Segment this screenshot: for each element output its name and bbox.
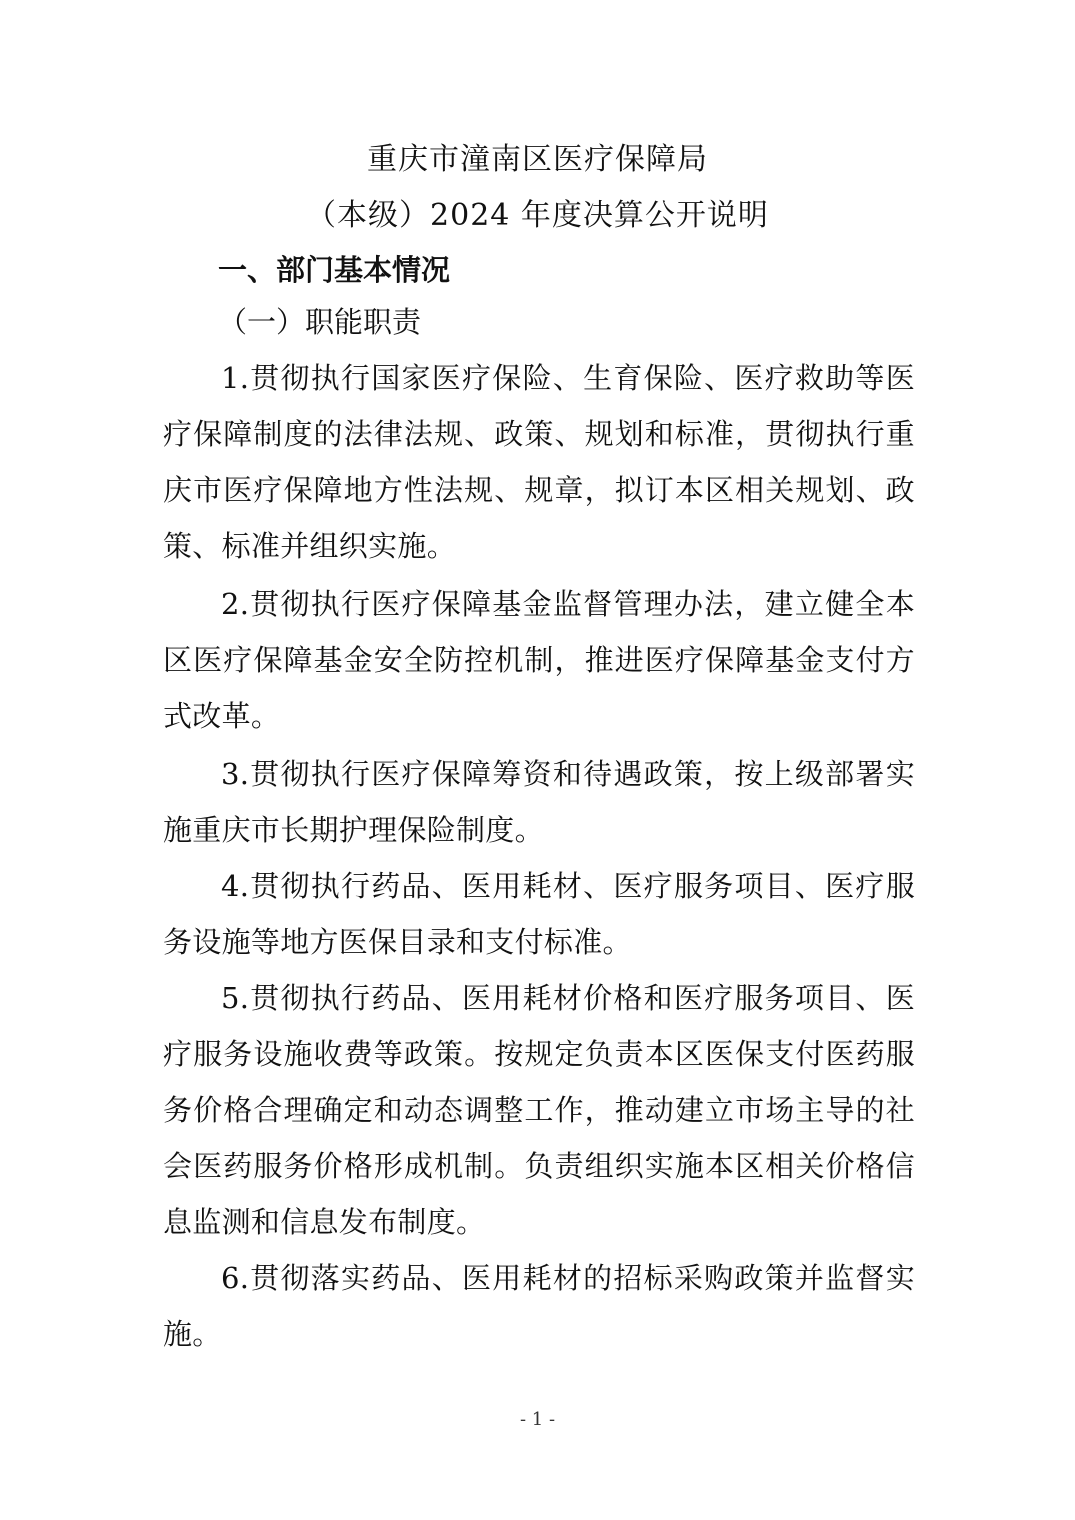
document-title-line-2: （本级）2024 年度决算公开说明 [306, 198, 769, 233]
subsection-heading: （一）职能职责 [218, 305, 422, 339]
paragraph-4: 4.贯彻执行药品、医用耗材、医疗服务项目、医疗服务设施等地方医保目录和支付标准。 [163, 869, 915, 959]
paragraph-3: 3.贯彻执行医疗保障筹资和待遇政策，按上级部署实施重庆市长期护理保险制度。 [163, 757, 915, 847]
document-title-line-1: 重庆市潼南区医疗保障局 [367, 142, 708, 177]
paragraph-2: 2.贯彻执行医疗保障基金监督管理办法，建立健全本区医疗保障基金安全防控机制，推进医疗保障基金支付方式改革。 [163, 587, 915, 733]
paragraph-1: 1.贯彻执行国家医疗保险、生育保险、医疗救助等医疗保障制度的法律法规、政策、规划和标准，贯彻执行重庆市医疗保障地方性法规、规章，拟订本区相关规划、政策、标准并组织实施。 [163, 361, 915, 563]
section-heading: 一、部门基本情况 [218, 253, 451, 287]
page-number: - 1 - [519, 1409, 556, 1430]
paragraph-5: 5.贯彻执行药品、医用耗材价格和医疗服务项目、医疗服务设施收费等政策。按规定负责本区医保支付医药服务价格合理确定和动态调整工作，推动建立市场主导的社会医药服务价格形成机制。负责组织实施本区相关价格信息监测和信息发布制度。 [163, 981, 915, 1239]
paragraph-6: 6.贯彻落实药品、医用耗材的招标采购政策并监督实施。 [163, 1261, 915, 1351]
